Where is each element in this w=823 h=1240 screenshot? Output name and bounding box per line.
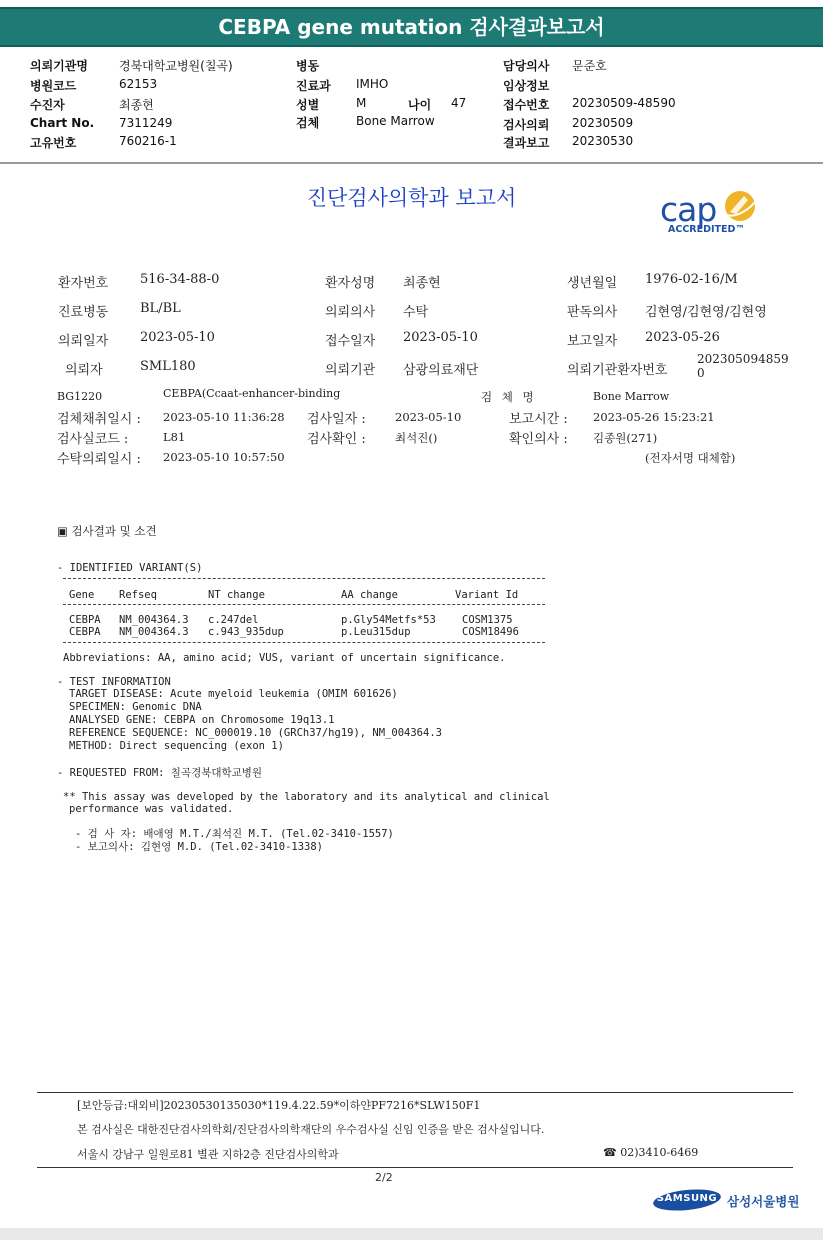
header-divider [0, 162, 823, 164]
header-mid-4: 검체 [296, 116, 320, 130]
orderer: SML180 [140, 359, 196, 374]
ordering-org: 삼광의료재단 [403, 363, 479, 378]
test-code: BG1220 [57, 390, 103, 403]
physician: 문준호 [572, 59, 607, 73]
dob: 1976-02-16/M [645, 272, 738, 287]
reading-doctor: 김현영/김현영/김현영 [645, 305, 767, 320]
esign-note: (전자서명 대체함) [645, 451, 736, 465]
confirm-label: 검사확인 : [307, 432, 366, 447]
test-info-line: ANALYSED GENE: CEBPA on Chromosome 19q13.1 [69, 714, 335, 726]
request-date: 20230509 [572, 116, 634, 130]
assay-note-line1: ** This assay was developed by the laboratory and its analytical and clinical [63, 791, 550, 803]
collect-value: 2023-05-10 11:36:28 [163, 410, 285, 424]
header-left-3: 수진자 [30, 98, 65, 112]
test-info-heading: - TEST INFORMATION [57, 676, 171, 688]
requested-from: - REQUESTED FROM: 칠곡경북대학교병원 [57, 767, 263, 779]
bottom-strip [0, 1228, 823, 1240]
header-right-1: 담당의사 [503, 59, 550, 73]
patient-no-label: 환자번호 [58, 276, 109, 291]
test-info-line: SPECIMEN: Genomic DNA [69, 701, 202, 713]
test-info-line: TARGET DISEASE: Acute myeloid leukemia (OMIM 601626) [69, 688, 398, 700]
unique-no: 760216-1 [119, 134, 177, 148]
dob-label: 생년월일 [567, 276, 618, 291]
header-left-1: 의뢰기관명 [30, 59, 88, 73]
header-left-2: 병원코드 [30, 79, 77, 93]
specimen-name-label: 검 체 명 [481, 390, 537, 404]
header-right-4: 검사의뢰 [503, 118, 550, 132]
accession-no: 20230509-48590 [572, 96, 676, 110]
header-mid-2: 진료과 [296, 79, 331, 93]
signer-doctor: - 보고의사: 김현영 M.D. (Tel.02-3410-1338) [75, 841, 324, 853]
lab-address: 서울시 강남구 일원로81 별관 지하2층 진단검사의학과 [77, 1148, 339, 1161]
lab-phone: ☎ 02)3410-6469 [603, 1146, 699, 1159]
hospital-name: 경북대학교병원(칠곡) [119, 59, 233, 73]
report-time-label: 보고시간 : [509, 412, 568, 427]
col-refseq: Refseq [119, 589, 157, 601]
cap-logo [658, 188, 768, 238]
samsung-text: SAMSUNG [656, 1193, 718, 1204]
room-label: 검사실코드 : [57, 432, 129, 447]
collect-label: 검체채취일시 : [57, 412, 141, 427]
table-rule-bottom [63, 642, 545, 643]
hospital-code: 62153 [119, 77, 158, 91]
col-nt-change: NT change [208, 589, 265, 601]
col-gene: Gene [69, 589, 95, 601]
ordering-doctor: 수탁 [403, 305, 429, 320]
patient-no: 516-34-88-0 [140, 272, 220, 287]
test-info-line: METHOD: Direct sequencing (exon 1) [69, 740, 284, 752]
variants-heading: - IDENTIFIED VARIANT(S) [57, 562, 203, 574]
table-cell: p.Leu315dup [341, 626, 411, 638]
header-right-2: 임상정보 [503, 79, 550, 93]
report-date: 2023-05-26 [645, 330, 720, 345]
request-time-label: 수탁의뢰일시 : [57, 452, 141, 467]
org-patient-no-line1: 202305094859 [697, 352, 789, 366]
table-cell: CEBPA [69, 614, 101, 626]
signer-tech: - 검 사 자: 배애영 M.T./최석진 M.T. (Tel.02-3410-1557) [75, 828, 394, 840]
section-title: ▣ 검사결과 및 소견 [57, 524, 157, 538]
security-line: [보안등급:대외비]20230530135030*119.4.22.59*이하얀PF7216*SLW150F1 [77, 1099, 481, 1112]
table-cell: c.943_935dup [208, 626, 284, 638]
age-label: 나이 [408, 98, 432, 112]
test-info-line: REFERENCE SEQUENCE: NC_000019.10 (GRCh37/hg19), NM_004364.3 [69, 727, 442, 739]
receipt-date-label: 접수일자 [325, 334, 376, 349]
confirm-doctor: 김종원(271) [593, 431, 658, 445]
org-patient-no-line2: 0 [697, 366, 705, 380]
exam-date: 2023-05-10 [395, 410, 462, 424]
title-banner [0, 7, 823, 47]
footer-rule-top [37, 1092, 793, 1093]
cap-text: cap [660, 190, 717, 229]
table-cell: NM_004364.3 [119, 626, 189, 638]
ward-label: 진료병동 [58, 305, 109, 320]
footer-rule-bottom [37, 1167, 793, 1168]
lab-report-title: 진단검사의학과 보고서 [306, 186, 517, 210]
table-cell: CEBPA [69, 626, 101, 638]
chart-no: 7311249 [119, 116, 173, 130]
header-left-4: Chart No. [30, 116, 95, 130]
patient-name-label: 환자성명 [325, 276, 376, 291]
header-mid-1: 병동 [296, 59, 320, 73]
specimen-name: Bone Marrow [593, 390, 670, 403]
result-date: 20230530 [572, 134, 634, 148]
ordering-doctor-label: 의뢰의사 [325, 305, 376, 320]
receipt-date: 2023-05-10 [403, 330, 478, 345]
room-code: L81 [163, 430, 186, 444]
table-cell: COSM1375 [462, 614, 513, 626]
test-name: CEBPA(Ccaat-enhancer-binding [163, 387, 341, 400]
report-date-label: 보고일자 [567, 334, 618, 349]
report-title: CEBPA gene mutation 검사결과보고서 [218, 15, 605, 39]
assay-note-line2: performance was validated. [69, 803, 234, 815]
confirm-doctor-label: 확인의사 : [509, 432, 568, 447]
header-right-3: 접수번호 [503, 98, 550, 112]
age: 47 [451, 96, 467, 110]
report-time: 2023-05-26 15:23:21 [593, 410, 715, 424]
order-date-label: 의뢰일자 [58, 334, 109, 349]
request-time: 2023-05-10 10:57:50 [163, 450, 285, 464]
ordering-org-label: 의뢰기관 [325, 363, 376, 378]
table-cell: NM_004364.3 [119, 614, 189, 626]
cap-accredited: ACCREDITED™ [668, 224, 745, 235]
patient-name: 최종현 [119, 98, 154, 112]
header-right-5: 결과보고 [503, 136, 550, 150]
table-cell: c.247del [208, 614, 259, 626]
table-rule-top [63, 578, 545, 579]
cert-statement: 본 검사실은 대한진단검사의학회/진단검사의학재단의 우수검사실 신임 인증을 받은 검사실입니다. [77, 1123, 545, 1136]
org-patient-no-label: 의뢰기관환자번호 [567, 363, 668, 378]
header-left-5: 고유번호 [30, 136, 77, 150]
patient-name-value: 최종현 [403, 276, 441, 291]
reading-doctor-label: 판독의사 [567, 305, 618, 320]
col-variant-id: Variant Id [455, 589, 519, 601]
col-aa-change: AA change [341, 589, 398, 601]
table-cell: p.Gly54Metfs*53 [341, 614, 436, 626]
abbreviations: Abbreviations: AA, amino acid; VUS, variant of uncertain significance. [63, 652, 506, 664]
exam-date-label: 검사일자 : [307, 412, 366, 427]
samsung-logo [652, 1188, 722, 1212]
page-number: 2/2 [375, 1171, 393, 1184]
header-mid-3: 성별 [296, 98, 320, 112]
department: IMHO [356, 77, 389, 91]
ward: BL/BL [140, 301, 181, 316]
table-rule-mid [63, 604, 545, 605]
order-date: 2023-05-10 [140, 330, 215, 345]
hospital-logo-text: 삼성서울병원 [727, 1194, 800, 1209]
orderer-label: 의뢰자 [65, 363, 103, 378]
sex: M [356, 96, 367, 110]
specimen: Bone Marrow [356, 114, 435, 128]
table-cell: COSM18496 [462, 626, 519, 638]
confirm-value: 최석진() [395, 431, 438, 445]
